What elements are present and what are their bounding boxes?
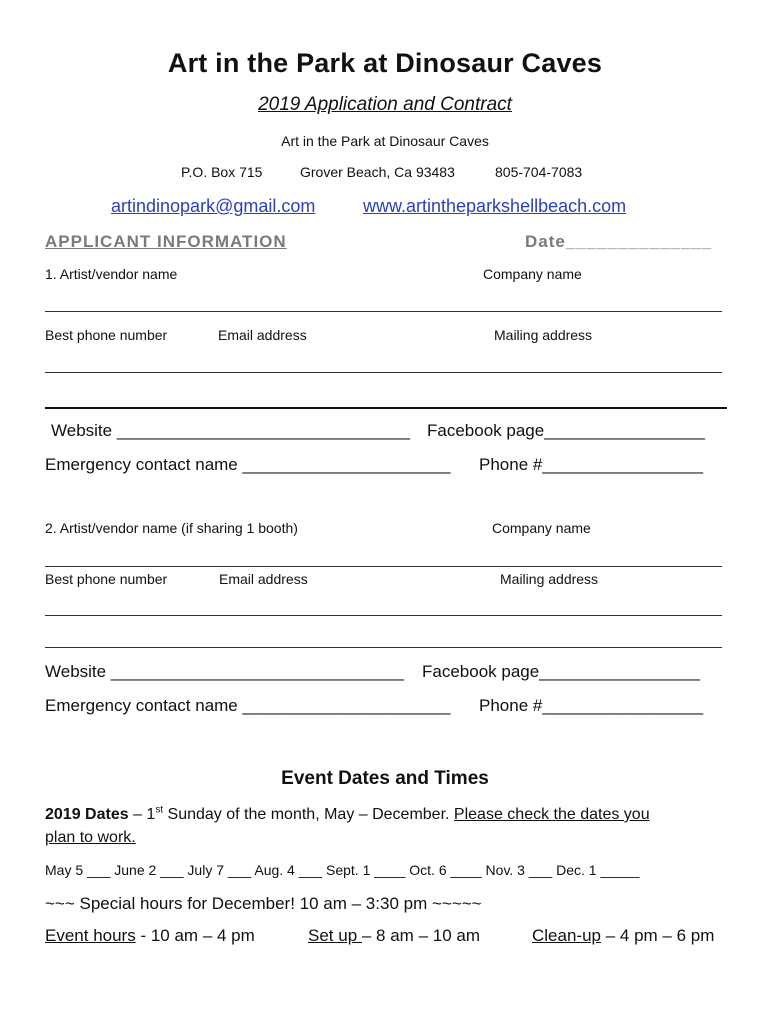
po-box: P.O. Box 715 bbox=[181, 164, 263, 180]
artist2-contact-line[interactable] bbox=[45, 615, 722, 616]
website-link[interactable]: www.artintheparkshellbeach.com bbox=[363, 196, 627, 216]
artist2-mailing-label: Mailing address bbox=[500, 571, 599, 587]
section-divider bbox=[45, 407, 727, 409]
artist2-extra-line[interactable] bbox=[45, 647, 722, 648]
event-dates-heading: Event Dates and Times bbox=[281, 768, 489, 789]
event-hours-label: Event hours bbox=[45, 926, 136, 945]
page-subtitle: 2019 Application and Contract bbox=[258, 94, 512, 115]
artist2-phone-label: Best phone number bbox=[45, 571, 168, 587]
artist2-email-label: Email address bbox=[219, 571, 308, 587]
cleanup-value: – 4 pm – 6 pm bbox=[601, 926, 715, 945]
city-address: Grover Beach, Ca 93483 bbox=[300, 164, 455, 180]
cleanup-label: Clean-up bbox=[532, 926, 601, 945]
artist2-website-field[interactable]: Website _______________________________ bbox=[45, 662, 404, 681]
december-hours-note: ~~~ Special hours for December! 10 am – 3:30 pm ~~~~~ bbox=[45, 894, 482, 913]
contact-phone: 805-704-7083 bbox=[495, 164, 583, 180]
artist1-phone2-field[interactable]: Phone #_________________ bbox=[479, 455, 704, 474]
artist1-name-label: 1. Artist/vendor name bbox=[45, 266, 178, 282]
email-link[interactable]: artindinopark@gmail.com bbox=[111, 196, 316, 216]
cleanup-hours bbox=[532, 926, 714, 946]
dates-post: Sunday of the month, May – December. bbox=[163, 806, 454, 823]
artist1-facebook-field[interactable]: Facebook page_________________ bbox=[427, 421, 705, 440]
check-dates-instruction: Please check the dates you bbox=[453, 806, 650, 823]
setup-value: – 8 am – 10 am bbox=[361, 926, 480, 945]
event-hours bbox=[45, 926, 255, 946]
artist1-name-line[interactable] bbox=[45, 311, 722, 312]
setup-hours bbox=[308, 926, 480, 946]
month-checkboxes[interactable]: May 5 ___ June 2 ___ July 7 ___ Aug. 4 ___ Sept. 1 ____ Oct. 6 ____ Nov. 3 ___ Dec. 1 _____ bbox=[45, 862, 640, 878]
dates-sup: st bbox=[155, 804, 164, 816]
artist2-facebook-field[interactable]: Facebook page_________________ bbox=[422, 662, 700, 681]
setup-label: Set up bbox=[308, 926, 362, 945]
artist2-emergency-field[interactable]: Emergency contact name ______________________ bbox=[45, 696, 451, 715]
dates-description bbox=[45, 806, 650, 824]
check-dates-instruction-cont: plan to work. bbox=[45, 829, 136, 846]
organization-name: Art in the Park at Dinosaur Caves bbox=[281, 133, 489, 149]
dates-bold: 2019 Dates bbox=[45, 806, 129, 823]
artist1-company-label: Company name bbox=[483, 266, 582, 282]
artist1-website-field[interactable]: Website _______________________________ bbox=[51, 421, 410, 440]
artist1-emergency-field[interactable]: Emergency contact name ______________________ bbox=[45, 455, 451, 474]
artist1-mailing-label: Mailing address bbox=[494, 327, 593, 343]
event-hours-value: - 10 am – 4 pm bbox=[135, 926, 255, 945]
artist2-company-label: Company name bbox=[492, 520, 591, 536]
applicant-information-heading: APPLICANT INFORMATION bbox=[45, 232, 287, 251]
artist1-contact-line[interactable] bbox=[45, 372, 722, 373]
artist1-phone-label: Best phone number bbox=[45, 327, 168, 343]
artist2-phone2-field[interactable]: Phone #_________________ bbox=[479, 696, 704, 715]
artist1-email-label: Email address bbox=[218, 327, 307, 343]
date-field[interactable]: Date______________ bbox=[525, 232, 713, 251]
dates-pre: – 1 bbox=[128, 806, 156, 823]
page-title: Art in the Park at Dinosaur Caves bbox=[167, 48, 603, 78]
artist2-name-line[interactable] bbox=[45, 566, 722, 567]
artist2-name-label: 2. Artist/vendor name (if sharing 1 booth) bbox=[45, 520, 298, 536]
